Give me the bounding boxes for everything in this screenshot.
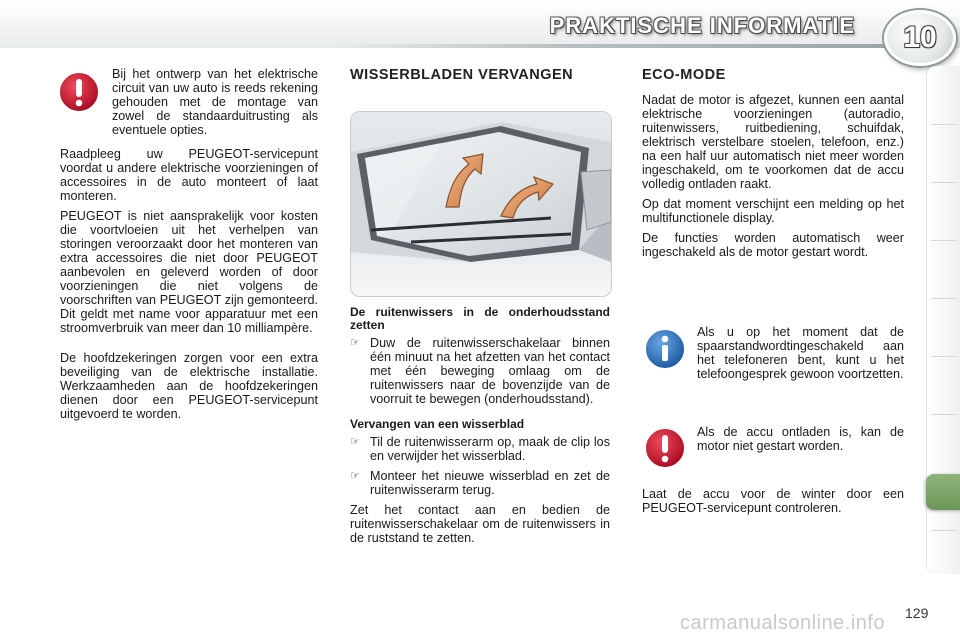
tab-divider [931, 240, 957, 241]
tab-divider [931, 356, 957, 357]
paragraph: Op dat moment verschijnt een melding op het multifunctionele display. [642, 197, 904, 225]
paragraph: Zet het contact aan en bedien de ruitenwisserschakelaar om de ruitenwissers in de ruststand te zetten. [350, 503, 610, 545]
list-item [350, 469, 610, 497]
page-title: PRAKTISCHE INFORMATIE [549, 13, 855, 38]
warning-icon [643, 426, 687, 470]
header-rule [330, 44, 890, 48]
chapter-number: 10 [903, 21, 937, 54]
paragraph: Nadat de motor is afgezet, kunnen een aantal elektrische voorzieningen (autoradio, ruitenwissers, ruitbediening, schuifdak, elektrisch verstelbare stoelen, telefoon, enz.) na een half uur automatisch niet meer worden ingeschakeld, om te voorkomen dat de accu volledig ontladen raakt. [642, 93, 904, 191]
subheading-maintenance-position: De ruitenwissers in de onderhoudsstand zetten [350, 305, 610, 332]
pointing-hand-icon: ☞ [350, 470, 360, 482]
info-icon [643, 327, 687, 371]
warning-note [697, 425, 904, 459]
list-item-text: Duw de ruitenwisserschakelaar binnen één minuut na het afzetten van het contact met één beweging omlaag om de ruitenwissers naar de bovenzijde van de voorruit te bewegen (onderhoudsstand). [370, 336, 610, 406]
intro-spacer [60, 67, 318, 147]
tab-divider [931, 298, 957, 299]
windscreen-illustration [351, 112, 611, 296]
info-note-text: Als u op het moment dat de spaarstandwordtingeschakeld aan het telefoneren bent, kunt u het telefoongesprek gewoon voortzetten. [697, 325, 904, 381]
right-column-text [642, 93, 904, 265]
pointing-hand-icon: ☞ [350, 337, 360, 349]
paragraph: Laat de accu voor de winter door een PEUGEOT-servicepunt controleren. [642, 487, 904, 515]
list-item-text: Til de ruitenwisserarm op, maak de clip los en verwijder het wisserblad. [370, 435, 610, 463]
section-title-eco-mode: ECO-MODE [642, 67, 726, 83]
tab-divider [931, 182, 957, 183]
tab-divider [931, 414, 957, 415]
pointing-hand-icon: ☞ [350, 436, 360, 448]
list-item-text: Monteer het nieuwe wisserblad en zet de ruitenwisserarm terug. [370, 469, 610, 497]
list-item [350, 336, 610, 406]
chapter-badge [884, 10, 956, 66]
warning-text-intro: Bij het ontwerp van het elektrische circuit van uw auto is reeds rekening gehouden met de montage van zowel de standaarduitrusting als eventuele opties. [112, 67, 318, 137]
paragraph: PEUGEOT is niet aansprakelijk voor kosten die voortvloeien uit het verhelpen van storingen veroorzaakt door het monteren van extra accessoires die niet door PEUGEOT aanbevolen en geleverd worden of door voorzieningen die niet volgens de voorschriften van PEUGEOT zijn gemonteerd. Dit geldt met name voor apparatuur met een stroomverbruik van meer dan 10 milliampère. [60, 209, 318, 335]
list-item [350, 435, 610, 463]
warning-note-text: Als de accu ontladen is, kan de motor niet gestart worden. [697, 425, 904, 453]
info-note [697, 325, 904, 387]
right-column-closing [642, 487, 904, 521]
paragraph: De functies worden automatisch weer ingeschakeld als de motor gestart wordt. [642, 231, 904, 259]
paragraph-gap [60, 341, 318, 351]
left-column-text [60, 67, 318, 427]
windscreen-photo [350, 111, 612, 297]
section-title-wiper: WISSERBLADEN VERVANGEN [350, 67, 574, 83]
middle-column-text [350, 306, 610, 551]
tab-divider [931, 530, 957, 531]
chapter-tab-active[interactable] [926, 474, 960, 510]
watermark: carmanualsonline.info [680, 612, 886, 634]
page-number: 129 [905, 605, 929, 621]
subheading-replace-blade: Vervangen van een wisserblad [350, 417, 525, 431]
paragraph: Raadpleeg uw PEUGEOT-servicepunt voordat u andere elektrische voorzieningen of accessoires in de auto monteert of laat monteren. [60, 147, 318, 203]
paragraph: De hoofdzekeringen zorgen voor een extra beveiliging van de elektrische installatie. Werkzaamheden aan de hoofdzekeringen dienen door een PEUGEOT-servicepunt uitgevoerd te worden. [60, 351, 318, 421]
tab-divider [931, 124, 957, 125]
